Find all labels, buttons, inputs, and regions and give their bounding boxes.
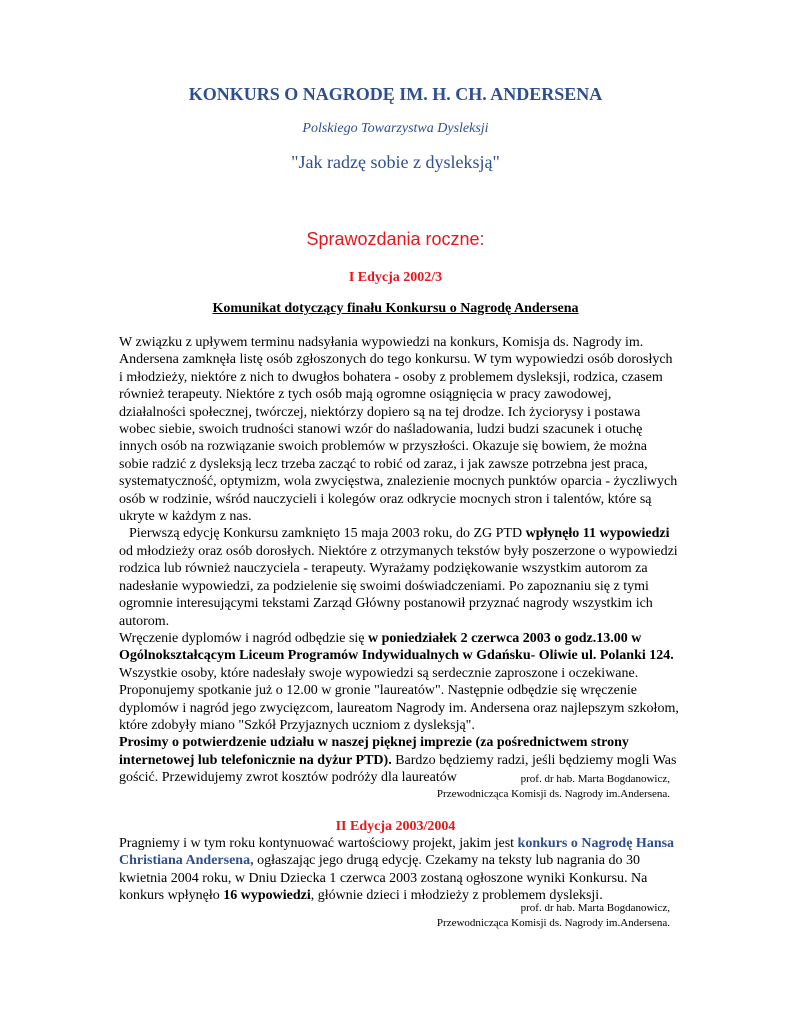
edition2-paragraph-1 — [119, 835, 679, 905]
paragraph-text: Pragniemy i w tym roku kontynuować wartościowy projekt, jakim jest — [119, 836, 518, 851]
paragraph-text: Wręczenie dyplomów i nagród odbędzie się — [119, 630, 369, 646]
submission-count: wpłynęło 11 wypowiedzi — [525, 526, 670, 542]
edition1-paragraph-1: W związku z upływem terminu nadsyłania wypowiedzi na konkurs, Komisja ds. Nagrody im. Andersena zamknęła listę osób zgłoszonych do tego konkursu. W tym wypowiedzi osób dorosłych i młodzieży, niektóre z nich to dwugłos bohatera - osoby z problemem dysleksji, rodzica, czasem również terapeuty. Niektóre z tych osób mają ogromne osiągnięcia w pracy zawodowej, działalności społecznej, twórczej, niektórzy dopiero są na tej drodze. Ich życiorysy i postawa wobec siebie, swoich trudności stanowi wzór do naśladowania, ludzi budzi szacunek i otuchę innych osób na rozwiązanie swoich problemów w przyszłości. Okazuje się bowiem, że można sobie radzić z dysleksją lecz trzeba zacząć to robić od zaraz, i jak zawsze potrzebna jest praca, systematyczność, optymizm, wola zwycięstwa, znalezienie mocnych punktów oparcia - życzliwych osób w rodzinie, wśród nauczycieli i kolegów oraz odkrycie mocnych stron i talentów, które są ukryte w każdym z nas. — [119, 335, 678, 525]
reports-heading: Sprawozdania roczne: — [306, 229, 485, 249]
edition1-signature — [437, 772, 670, 802]
paragraph-text: Bardzo będziemy radzi, jeśli będziemy mogli Was gościć. Przewidujemy zwrot kosztów podróży dla laureatów — [119, 752, 677, 786]
paragraph-text: od młodzieży oraz osób dorosłych. Niektóre z otrzymanych tekstów były poszerzone o wypowiedzi rodzica lub również nauczyciela - terapeuty. Wyrażamy podziękowanie wszystkim autorom za nadesłanie wypowiedzi, za podzielenie się swoimi doświadczeniami. Po zapoznaniu się z tymi ogromnie interesującymi tekstami Zarząd Główny postanowił przyznać nagrody wszystkim ich autorom. — [119, 543, 678, 629]
paragraph-text: , głównie dzieci i młodzieży z problemem dysleksji. — [310, 888, 603, 904]
edition1-heading: I Edycja 2002/3 — [348, 270, 443, 285]
edition2-signature — [437, 901, 670, 931]
signature-name: prof. dr hab. Marta Bogdanowicz, — [520, 902, 670, 914]
submission-count: 16 wypowiedzi — [223, 888, 311, 904]
paragraph-text: Wszystkie osoby, które nadesłały swoje wypowiedzi są serdecznie zaproszone i oczekiwane. Proponujemy spotkanie już o 12.00 w gronie "laureatów". Następnie odbędzie się wręczenie dyplomów i nagród jego zwycięzcom, laureatom Nagrody im. Andersena oraz najlepszym szkołom, które zdobyły miano "Szkół Przyjaznych uczniom z dysleksją". — [119, 665, 679, 733]
edition1-paragraph-3 — [119, 630, 679, 734]
rsvp-request: Prosimy o potwierdzenie udziału w naszej pięknej imprezie (za pośrednictwem strony internetowej lub telefonicznie na dyżur PTD). — [119, 735, 629, 768]
page-title: KONKURS O NAGRODĘ IM. H. CH. ANDERSENA — [188, 84, 603, 104]
contest-motto: "Jak radzę sobie z dysleksją" — [291, 152, 500, 172]
edition2-body — [119, 835, 679, 905]
page-subtitle: Polskiego Towarzystwa Dysleksji — [302, 121, 489, 136]
paragraph-text: ogłaszając jego drugą edycję. Czekamy na teksty lub nagrania do 30 kwietnia 2004 roku, w Dniu Dziecka 1 czerwca 2003 zostaną ogłoszone wyniki Konkursu. Na konkurs wpłynęło — [119, 853, 648, 904]
edition1-body — [119, 334, 679, 787]
announcement-title: Komunikat dotyczący finału Konkursu o Nagrodę Andersena — [212, 301, 579, 316]
signature-role: Przewodnicząca Komisji ds. Nagrody im.Andersena. — [436, 917, 670, 929]
signature-name: prof. dr hab. Marta Bogdanowicz, — [520, 773, 670, 785]
edition2-heading: II Edycja 2003/2004 — [335, 819, 456, 834]
signature-role: Przewodnicząca Komisji ds. Nagrody im.Andersena. — [436, 788, 670, 800]
contest-link[interactable]: konkurs o Nagrodę Hansa Christiana Andersena, — [119, 836, 675, 869]
ceremony-details: w poniedziałek 2 czerwca 2003 o godz.13.00 w Ogólnokształcącym Liceum Programów Indywidualnych w Gdańsku- Oliwie ul. Polanki 124. — [119, 630, 674, 664]
edition1-paragraph-2 — [119, 525, 679, 629]
paragraph-text: Pierwszą edycję Konkursu zamknięto 15 maja 2003 roku, do ZG PTD — [129, 526, 526, 542]
